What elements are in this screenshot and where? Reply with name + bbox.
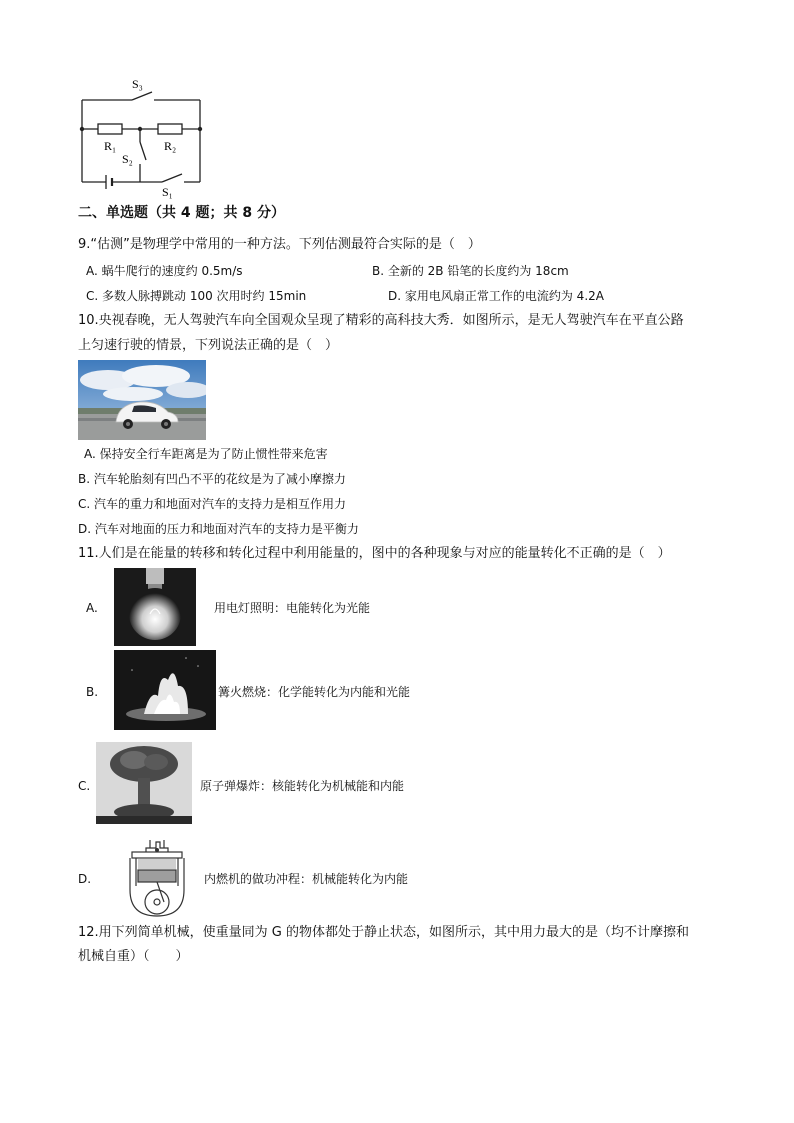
switch-s1-blade (162, 174, 182, 182)
q11-stem: 11.人们是在能量的转移和转化过程中利用能量的，图中的各种现象与对应的能量转化不正确的是（ ） (78, 546, 671, 561)
bonfire-photo (114, 650, 216, 730)
q11-option-c-text: 原子弹爆炸：核能转化为机械能和内能 (200, 779, 405, 793)
q10-option-b: B. 汽车轮胎刻有凹凸不平的花纹是为了减小摩擦力 (78, 472, 346, 486)
circuit-diagram (70, 72, 220, 200)
label-r2: R₂ (164, 139, 177, 153)
q11-option-d-letter: D. (78, 872, 92, 886)
label-r1: R₁ (104, 139, 117, 153)
switch-s3-blade (132, 92, 152, 100)
self-driving-car-photo (78, 360, 206, 440)
q11-option-d-text: 内燃机的做功冲程：机械能转化为内能 (204, 872, 409, 886)
switch-s2-blade (140, 142, 146, 160)
engine-power-stroke-diagram (126, 838, 198, 918)
label-s3: S₃ (132, 77, 143, 91)
q11-option-a-letter: A. (86, 601, 98, 615)
resistor-r1 (98, 124, 122, 134)
atomic-explosion-photo (96, 742, 192, 824)
section-title: 二、单选题（共 4 题；共 8 分） (78, 205, 285, 221)
q10-option-c: C. 汽车的重力和地面对汽车的支持力是相互作用力 (78, 497, 347, 511)
label-s2: S₂ (122, 152, 133, 166)
q9-option-c: C. 多数人脉搏跳动 100 次用时约 15min (86, 289, 307, 303)
light-bulb-photo (114, 568, 196, 646)
q10-option-a: A. 保持安全行车距离是为了防止惯性带来危害 (84, 447, 328, 461)
q10-stem-line1: 10.央视春晚，无人驾驶汽车向全国观众呈现了精彩的高科技大秀．如图所示，是无人驾驶汽车在平直公路 (78, 313, 684, 328)
q11-option-a-text: 用电灯照明：电能转化为光能 (214, 601, 371, 615)
q9-option-d: D. 家用电风扇正常工作的电流约为 4.2A (388, 289, 604, 303)
q12-stem-line2: 机械自重）（ ） (78, 949, 189, 964)
q11-option-b-letter: B. (86, 685, 99, 699)
resistor-r2 (158, 124, 182, 134)
q11-option-c-letter: C. (78, 779, 91, 793)
q11-option-b-text: 篝火燃烧：化学能转化为内能和光能 (218, 685, 411, 699)
q10-option-d: D. 汽车对地面的压力和地面对汽车的支持力是平衡力 (78, 522, 359, 536)
q9-option-a: A. 蜗牛爬行的速度约 0.5m/s (86, 264, 243, 278)
q10-stem-line2: 上匀速行驶的情景，下列说法正确的是（ ） (78, 338, 339, 353)
q9-stem: 9.“估测”是物理学中常用的一种方法。下列估测最符合实际的是（ ） (78, 237, 481, 252)
label-s1: S₁ (162, 185, 173, 199)
q9-option-b: B. 全新的 2B 铅笔的长度约为 18cm (372, 264, 569, 278)
q12-stem-line1: 12.用下列简单机械，使重量同为 G 的物体都处于静止状态，如图所示，其中用力最大的是（均不计摩擦和 (78, 925, 690, 940)
